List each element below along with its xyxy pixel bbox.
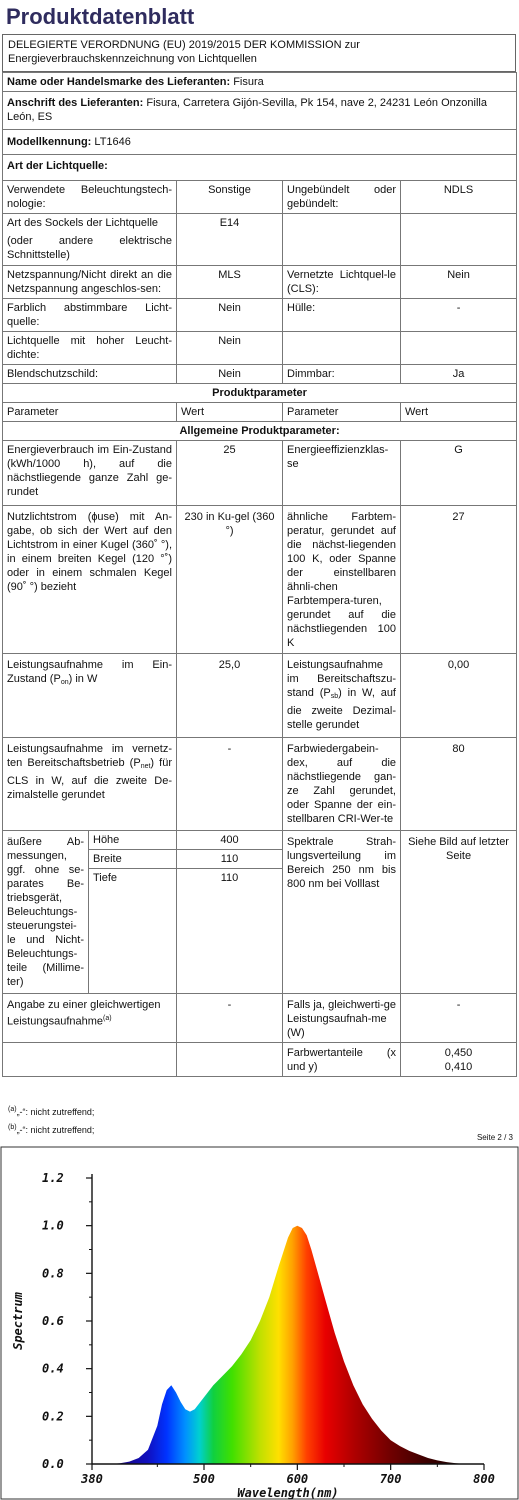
chroma-y-value: 0,410 bbox=[444, 1061, 473, 1073]
cls-label: Vernetzte Lichtquel-le (CLS): bbox=[283, 266, 401, 299]
x-tick-label: 600 bbox=[286, 1472, 309, 1486]
shield-value: Nein bbox=[177, 365, 283, 384]
bundled-label: Ungebündelt oder gebündelt: bbox=[283, 181, 401, 214]
energy-label: Energieverbrauch im Ein-Zustand (kWh/1000 h), auf die nächstliegende ganze Zahl ge-rundet bbox=[3, 441, 177, 506]
equiv-label: Angabe zu einer gleichwertigen Leistungsaufnahme$^{(a)}$ bbox=[3, 994, 177, 1043]
supplier-address-value: Fisura, Carretera Gijón-Sevilla, Pk 154, nave 2, 24231 León Onzonilla León, ES bbox=[7, 97, 487, 123]
bundled-value: NDLS bbox=[401, 181, 517, 214]
depth-label: Tiefe bbox=[93, 872, 118, 884]
model-value: LT1646 bbox=[94, 136, 131, 148]
net-standby-row bbox=[3, 738, 517, 831]
footnote-b: $^{(b)}$„-“: nicht zutreffend; bbox=[8, 1124, 95, 1135]
x-tick-label: 700 bbox=[379, 1472, 402, 1486]
power-on-label: Leistungsaufnahme im Ein-Zustand $(P_{on})$ in W bbox=[3, 654, 177, 738]
shield-row bbox=[3, 365, 517, 384]
col-value2-header: Wert bbox=[401, 403, 517, 422]
chroma-row bbox=[3, 1043, 517, 1077]
power-on-value: 25,0 bbox=[177, 654, 283, 738]
spd-value: Siehe Bild auf letzter Seite bbox=[401, 831, 517, 994]
column-header-row bbox=[3, 403, 517, 422]
y-tick-label: 1.2 bbox=[42, 1171, 64, 1185]
socket-value: E14 bbox=[177, 214, 283, 266]
col-value-header: Wert bbox=[177, 403, 283, 422]
y-tick-label: 0.2 bbox=[42, 1409, 64, 1424]
model-label: Modellkennung: bbox=[7, 136, 92, 148]
regulation-text: DELEGIERTE VERORDNUNG (EU) 2019/2015 DER KOMMISSION zur Energieverbrauchskennzeichnung von Lichtquellen bbox=[8, 39, 360, 65]
chroma-x-value: 0,450 bbox=[444, 1047, 473, 1059]
tech-label: Verwendete Beleuchtungstech-nologie: bbox=[3, 181, 177, 214]
shield-label: Blendschutzschild: bbox=[3, 365, 177, 384]
col-param2-header: Parameter bbox=[283, 403, 401, 422]
spectrum-chart bbox=[0, 1146, 519, 1500]
socket-label: Art des Sockels der Lichtquelle bbox=[7, 217, 159, 229]
y-tick-label: 1.0 bbox=[42, 1218, 64, 1233]
light-type-row bbox=[3, 155, 517, 181]
page-title: Produktdatenblatt bbox=[6, 4, 195, 29]
equiv-power-label: Falls ja, gleichwerti-ge Leistungsaufnah-me (W) bbox=[283, 994, 401, 1043]
tech-value: Sonstige bbox=[177, 181, 283, 214]
standby-label: Leistungsaufnahme im Bereitschaftszu-stand $(P_{sb})$ in W, auf die zweite Dezimal-stelle gerundet bbox=[283, 654, 401, 738]
flux-value: 230 in Ku-gel (360 °) bbox=[177, 506, 283, 654]
equiv-row bbox=[3, 994, 517, 1043]
cct-label: ähnliche Farbtem-peratur, gerundet auf die nächst-liegenden 100 K, oder Spanne der einstellbaren ähnli-chen Farbtempera-turen, gerundet auf die nächstliegenden 100 K bbox=[283, 506, 401, 654]
standby-value: 0,00 bbox=[401, 654, 517, 738]
supplier-address-row bbox=[3, 92, 517, 130]
supplier-name-label: Name oder Handelsmarke des Lieferanten: bbox=[7, 76, 231, 88]
cri-value: 80 bbox=[401, 738, 517, 831]
tunable-label: Farblich abstimmbare Licht-quelle: bbox=[3, 299, 177, 332]
x-tick-label: 800 bbox=[473, 1472, 495, 1486]
footnote-a: $^{(a)}$„-“: nicht zutreffend; bbox=[8, 1106, 95, 1117]
tunable-row bbox=[3, 299, 517, 332]
equiv-power-value: - bbox=[401, 994, 517, 1043]
x-axis-label: Wavelength(nm) bbox=[237, 1486, 339, 1500]
mains-value: MLS bbox=[177, 266, 283, 299]
height-value: 400 bbox=[177, 831, 282, 850]
supplier-address-label: Anschrift des Lieferanten: bbox=[7, 97, 144, 109]
class-value: G bbox=[401, 441, 517, 506]
y-tick-label: 0.0 bbox=[42, 1457, 64, 1471]
luminance-label: Lichtquelle mit hoher Leucht-dichte: bbox=[3, 332, 177, 365]
x-tick-label: 500 bbox=[193, 1472, 215, 1486]
general-title: Allgemeine Produktparameter: bbox=[3, 422, 517, 441]
dimensions-row bbox=[3, 831, 517, 994]
section-general-params bbox=[3, 422, 517, 441]
energy-row bbox=[3, 441, 517, 506]
light-type-label: Art der Lichtquelle: bbox=[3, 155, 517, 181]
socket-row bbox=[3, 214, 517, 266]
data-table bbox=[2, 72, 517, 1077]
y-axis-label: Spectrum bbox=[11, 1292, 25, 1350]
flux-label: Nutzlichtstrom (ɸuse) mit An-gabe, ob sich der Wert auf den Lichtstrom in einer Kugel (360˚ °), in einem breiten Kegel (120 °˚) oder in einem schmalen Kegel (90˚ °) bezieht bbox=[3, 506, 177, 654]
y-tick-label: 0.4 bbox=[42, 1361, 64, 1376]
plot-area bbox=[42, 1171, 495, 1486]
y-tick-label: 0.8 bbox=[42, 1266, 64, 1281]
supplier-name-value: Fisura bbox=[233, 76, 264, 88]
y-tick-label: 0.6 bbox=[42, 1314, 64, 1328]
net-standby-label: Leistungsaufnahme im vernetz-ten Bereitschaftsbetrieb $(P_{net})$ für CLS in W, auf die zweite De-zimalstelle gerundet bbox=[3, 738, 177, 831]
chroma-label: Farbwertanteile (x und y) bbox=[283, 1043, 401, 1077]
envelope-label: Hülle: bbox=[283, 299, 401, 332]
height-label: Höhe bbox=[89, 831, 176, 850]
dimmable-value: Ja bbox=[401, 365, 517, 384]
cri-label: Farbwiedergabein-dex, auf die nächstliegende gan-ze Zahl gerundet, oder Spanne der ein-stellbaren CRI-Wer-te bbox=[283, 738, 401, 831]
equiv-value: - bbox=[177, 994, 283, 1043]
model-row bbox=[3, 130, 517, 155]
supplier-name-row bbox=[3, 73, 517, 92]
luminance-value: Nein bbox=[177, 332, 283, 365]
cct-value: 27 bbox=[401, 506, 517, 654]
luminance-row bbox=[3, 332, 517, 365]
section-product-params bbox=[3, 384, 517, 403]
envelope-value: - bbox=[401, 299, 517, 332]
spd-label: Spektrale Strah-lungsverteilung im Bereich 250 nm bis 800 nm bei Volllast bbox=[283, 831, 401, 994]
width-value: 110 bbox=[177, 850, 282, 869]
class-label: Energieeffizienzklas-se bbox=[283, 441, 401, 506]
x-tick-label: 380 bbox=[81, 1472, 103, 1486]
tech-row bbox=[3, 181, 517, 214]
energy-value: 25 bbox=[177, 441, 283, 506]
col-param-header: Parameter bbox=[3, 403, 177, 422]
page-number: Seite 2 / 3 bbox=[476, 1133, 513, 1142]
flux-row bbox=[3, 506, 517, 654]
net-standby-value: - bbox=[177, 738, 283, 831]
socket-sub: (oder andere elektrische Schnittstelle) bbox=[7, 235, 172, 261]
power-on-row bbox=[3, 654, 517, 738]
section-title: Produktparameter bbox=[3, 384, 517, 403]
mains-label: Netzspannung/Nicht direkt an die Netzspannung angeschlos-sen: bbox=[3, 266, 177, 299]
dimensions-label: äußere Ab-messungen, ggf. ohne se-parates Be-triebsgerät, Beleuchtungs-steuerungstei-le und Nicht-Beleuchtungs-teile (Millime-ter) bbox=[3, 831, 89, 994]
depth-value: 110 bbox=[220, 872, 239, 884]
width-label: Breite bbox=[89, 850, 176, 869]
dimmable-label: Dimmbar: bbox=[283, 365, 401, 384]
mains-row bbox=[3, 266, 517, 299]
tunable-value: Nein bbox=[177, 299, 283, 332]
spectrum-area bbox=[111, 1226, 466, 1464]
cls-value: Nein bbox=[401, 266, 517, 299]
